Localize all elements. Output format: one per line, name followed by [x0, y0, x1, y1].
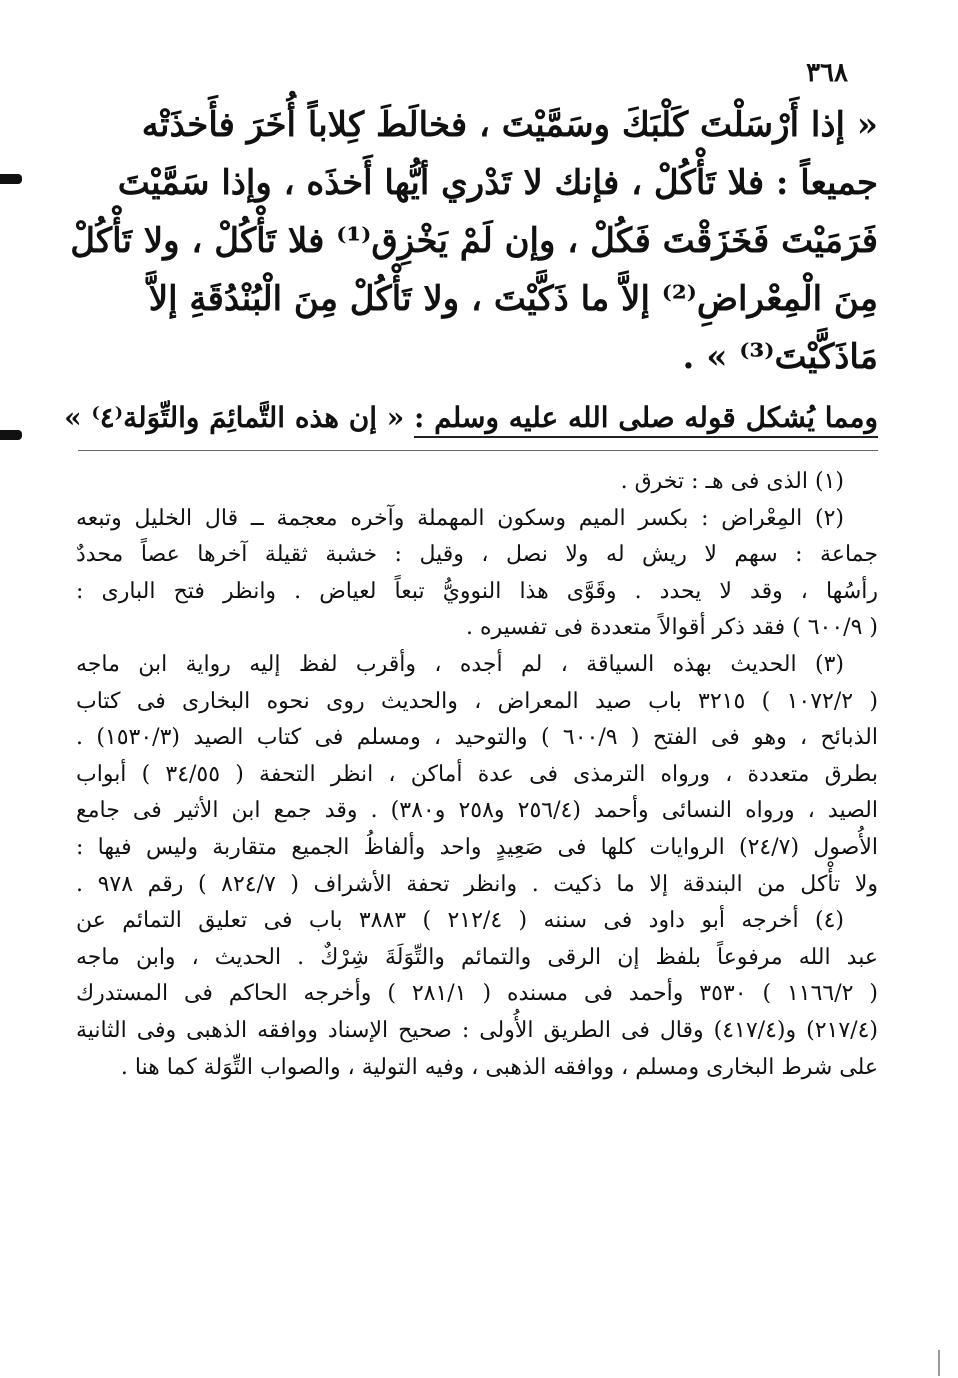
hadith-quote: « إن هذه التَّمائِمَ والتِّوَلة⁽٤⁾ »	[64, 401, 415, 434]
margin-marker	[0, 174, 22, 184]
footnote-3-line: الذبائح ، وهو فى الفتح ( ٦٠٠/٩ ) والتوحيد ، ومسلم فى كتاب الصيد (١٥٣٠/٣) .	[76, 725, 878, 751]
footnote-4-line: (٢١٧/٤) و(٤١٧/٤) وقال فى الطريق الأُولى : صحيح الإسناد ووافقه الذهبى وفى الثانية	[76, 1017, 878, 1043]
footnote-3-line: ولا تأْكل من البندقة إلا ما ذكيت . وانظر تحفة الأشراف ( ٨٢٤/٧ ) رقم ٩٧٨ .	[76, 871, 878, 897]
footnote-4-line: على شرط البخارى ومسلم ، ووافقه الذهبى ، وفيه التولية ، والصواب التِّوَلة كما هنا .	[120, 1054, 878, 1080]
footnote-2-line: ( ٦٠٠/٩ ) فقد ذكر أقوالاً متعددة فى تفسيره .	[466, 615, 878, 641]
footnote-1: (١) الذى فى هـ : تخرق .	[620, 469, 844, 494]
footnote-3-line: (٣) الحديث بهذه السياقة ، لم أجده ، وأقرب لفظ إليه رواية ابن ماجه	[76, 651, 844, 677]
footnote-4-line: عبد الله مرفوعاً بلفظ إن الرقى والتمائم والتِّوَلَةَ شِرْكٌ . الحديث ، وابن ماجه	[76, 944, 878, 970]
footnote-4-line: (٤) أخرجه أبو داود فى سننه ( ٢١٢/٤ ) ٣٨٨٣ باب فى تعليق التمائم عن	[76, 908, 844, 934]
footnote-3-line: ( ١٠٧٢/٢ ) ٣٢١٥ باب صيد المعراض ، والحديث روى نحوه البخارى فى كتاب	[76, 688, 878, 714]
next-hadith-line	[64, 390, 878, 446]
footnote-4-line: ( ١١٦٦/٢ ) ٣٥٣٠ وأحمد فى مسنده ( ٢٨١/١ ) وأخرجه الحاكم فى المستدرك	[76, 981, 878, 1007]
page-number: ٣٦٨	[806, 58, 848, 88]
footnote-2-line: جماعة : سهم لا ريش له ولا نصل ، وقيل : خشبة ثقيلة آخرها عصاً محددٌ	[76, 542, 878, 568]
footnote-3-line: بطرق متعددة ، ورواه الترمذى فى عدة أماكن ، انظر التحفة ( ٣٤/٥٥ ) أبواب	[76, 761, 878, 787]
footnote-3-line: الأُصول (٢٤/٧) الروايات كلها فى صَعِيدٍ واحد وألفاظُ الجميع متقاربة وليس فيها :	[76, 834, 878, 860]
footnote-2-line: رأسُها ، وقد لا يحدد . وقَوَّى هذا النوويُّ تبعاً لعياض . وانظر فتح البارى :	[76, 578, 878, 604]
footnote-divider	[78, 450, 878, 451]
footnote-3-line: الصيد ، ورواه النسائى وأحمد (٢٥٦/٤ و٢٥٨ و٣٨٠) . وقد جمع ابن الأثير فى جامع	[76, 798, 878, 824]
hadith-intro: ومما يُشكل قوله صلى الله عليه وسلم :	[414, 401, 878, 438]
main-text-line: مِنَ الْمِعْراضِ⁽²⁾ إلاَّ ما ذَكَّيْتَ ، ولا تَأْكُلْ مِنَ الْبُنْدُقَةِ إلاَّ	[148, 279, 878, 319]
page-edge-mark	[938, 1350, 940, 1376]
footnotes-block	[76, 464, 878, 1086]
main-text-line: جميعاً : فلا تَأْكُلْ ، فإنك لا تَدْري أيُّها أَخذَه ، وإذا سَمَّيْتَ	[117, 163, 878, 203]
main-text-block	[64, 96, 878, 446]
main-text-line: فَرَمَيْتَ فَخَزَقْتَ فَكُلْ ، وإن لَمْ يَخْزِق⁽¹⁾ فلا تَأْكُلْ ، ولا تَأْكُلْ	[70, 221, 878, 261]
margin-marker	[0, 430, 22, 440]
footnote-2-line: (٢) المِعْراض : بكسر الميم وسكون المهملة وآخره معجمة ــ قال الخليل وتبعه	[76, 505, 844, 531]
main-text-line: « إذا أَرْسَلْتَ كَلْبَكَ وسَمَّيْتَ ، فخالَطَ كِلاباً أُخَرَ فأَخذَتْه	[141, 105, 878, 145]
main-text-line: مَاذَكَّيْتَ⁽³⁾ » .	[682, 337, 878, 377]
